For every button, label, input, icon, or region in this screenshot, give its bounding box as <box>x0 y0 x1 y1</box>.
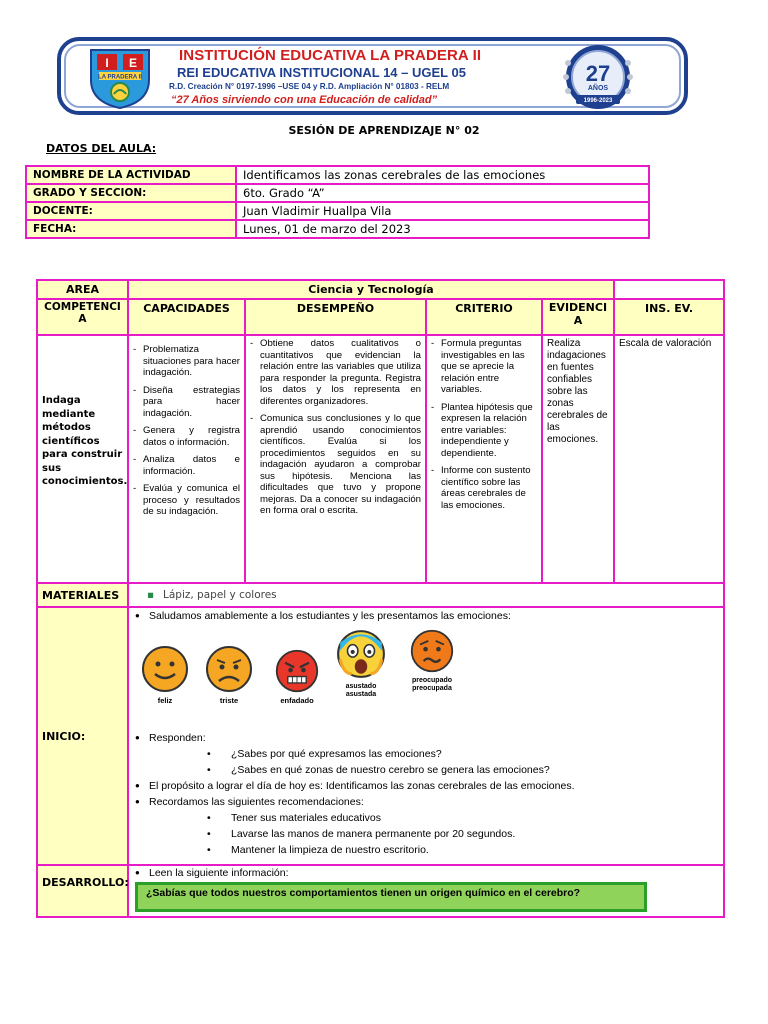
inicio-row <box>37 607 724 865</box>
area-label: AREA <box>37 280 128 299</box>
info-key: FECHA: <box>26 220 236 238</box>
inicio-intro: ● Saludamos amablemente a los estudiantes y les presentamos las emociones: <box>135 610 717 622</box>
info-value: Juan Vladimir Huallpa Vila <box>236 202 649 220</box>
desarrollo-cell <box>128 865 724 917</box>
list-item: - Comunica sus conclusiones y lo que aprendió usando conocimientos científicos. Evalúa si los procedimientos seguidos en su indagación ayudaron a comprobar sus hipótesis. Menciona las dificultades que tuvo y propone mejoras. Da a conocer su indagación en forma oral o escrita. <box>250 413 421 517</box>
recommendation-item: • Tener sus materiales educativos <box>135 812 717 824</box>
emotions-strip <box>135 626 717 726</box>
info-value: Lunes, 01 de marzo del 2023 <box>236 220 649 238</box>
session-plan-table <box>36 279 725 918</box>
competencia-text: Indaga mediante métodos científicos para construir sus conocimientos. <box>37 335 128 583</box>
inicio-cell <box>128 607 724 865</box>
session-title: SESIÓN DE APRENDIZAJE N° 02 <box>288 124 480 137</box>
happy-face-icon <box>140 644 190 694</box>
desempeno-list <box>250 338 421 517</box>
info-row <box>26 166 649 184</box>
criterio-list <box>431 338 537 511</box>
content-row <box>37 335 724 583</box>
insev-text: Escala de valoración <box>614 335 724 583</box>
capacidades-list <box>133 344 240 518</box>
emotion-asustado <box>333 628 389 699</box>
list-item: - Evalúa y comunica el proceso y resultados de su indagación. <box>133 483 240 518</box>
emotion-caption: triste <box>219 696 239 705</box>
logo-letter-i: I <box>105 56 109 70</box>
area-empty-cell <box>614 280 724 299</box>
materiales-item: ▪ Lápiz, papel y colores <box>133 589 719 601</box>
header-evidencia: EVIDENCIA <box>542 299 614 335</box>
criterio-cell <box>426 335 542 583</box>
responden-label: ● Responden: <box>135 732 717 744</box>
area-row <box>37 280 724 299</box>
list-item: - Analiza datos e información. <box>133 454 240 477</box>
list-item: - Obtiene datos cualitativos o cuantitativos que evidencian la relación entre las variables que utiliza para responder la pregunta. Registra los datos y los representa en diferentes organizadores. <box>250 338 421 407</box>
list-item: - Plantea hipótesis que expresen la relación entre variables: independiente y dependiente. <box>431 402 537 460</box>
header-desempeno: DESEMPEÑO <box>245 299 426 335</box>
info-value: 6to. Grado “A” <box>236 184 649 202</box>
emotion-triste <box>199 644 259 706</box>
info-key: GRADO Y SECCION: <box>26 184 236 202</box>
worried-face-icon <box>409 628 455 674</box>
recommendation-item: • Mantener la limpieza de nuestro escritorio. <box>135 844 717 856</box>
angry-face-icon <box>274 648 320 694</box>
header-insev: INS. EV. <box>614 299 724 335</box>
logo-letter-e: E <box>128 56 138 70</box>
list-item: - Formula preguntas investigables en las que se aprecie la relación entre variables. <box>431 338 537 396</box>
question-item: • ¿Sabes en qué zonas de nuestro cerebro se genera las emociones? <box>135 764 717 776</box>
recommendation-item: • Lavarse las manos de manera permanente por 20 segundos. <box>135 828 717 840</box>
area-value: Ciencia y Tecnología <box>128 280 614 299</box>
inicio-label: INICIO: <box>37 607 128 865</box>
info-row <box>26 202 649 220</box>
scared-face-icon <box>335 628 387 680</box>
motto-text: “27 Años sirviendo con una Educación de calidad” <box>171 94 438 106</box>
anniversary-seal <box>561 43 635 111</box>
info-callout-box: ¿Sabías que todos nuestros comportamientos tienen un origen químico en el cerebro? <box>135 882 647 912</box>
info-key: NOMBRE DE LA ACTIVIDAD <box>26 166 236 184</box>
desarrollo-intro: ● Leen la siguiente información: <box>135 867 717 879</box>
desarrollo-label: DESARROLLO: <box>37 865 128 917</box>
seal-years: 1996-2023 <box>583 98 613 104</box>
header-competencia: COMPETENCIA <box>37 299 128 335</box>
recomendaciones-label: ● Recordamos las siguientes recomendaciones: <box>135 796 717 808</box>
info-row <box>26 220 649 238</box>
header-row <box>37 299 724 335</box>
list-item: - Diseña estrategias para hacer indagación. <box>133 385 240 420</box>
resolution-text: R.D. Creación N° 0197-1996 –USE 04 y R.D. Ampliación N° 01803 - RELM <box>169 82 450 91</box>
class-info-table <box>25 165 650 239</box>
seal-number: 27 <box>585 61 611 86</box>
seal-word: AÑOS <box>587 85 609 92</box>
header-criterio: CRITERIO <box>426 299 542 335</box>
materiales-cell <box>128 583 724 607</box>
materiales-label: MATERIALES <box>37 583 128 607</box>
emotion-preocupado <box>397 628 467 693</box>
proposito-text: ● El propósito a lograr el día de hoy es: Identificamos las zonas cerebrales de las emociones. <box>135 780 717 792</box>
info-key: DOCENTE: <box>26 202 236 220</box>
emotion-caption: asustado asustada <box>345 683 377 699</box>
school-logo <box>87 46 153 110</box>
list-item: - Problematiza situaciones para hacer indagación. <box>133 344 240 379</box>
institution-name: INSTITUCIÓN EDUCATIVA LA PRADERA II <box>179 47 482 64</box>
datos-aula-heading: DATOS DEL AULA: <box>46 142 157 155</box>
sad-face-icon <box>204 644 254 694</box>
logo-school-name: LA PRADERA II <box>98 74 142 81</box>
emotion-feliz <box>135 644 195 706</box>
network-name: REI EDUCATIVA INSTITUCIONAL 14 – UGEL 05 <box>177 65 466 80</box>
materiales-row <box>37 583 724 607</box>
info-row <box>26 184 649 202</box>
emotion-enfadado <box>265 648 329 706</box>
list-item: - Genera y registra datos o información. <box>133 425 240 448</box>
list-item: - Informe con sustento científico sobre las áreas cerebrales de las emociones. <box>431 465 537 511</box>
desarrollo-row <box>37 865 724 917</box>
capacidades-cell <box>128 335 245 583</box>
evidencia-text: Realiza indagaciones en fuentes confiables sobre las zonas cerebrales de las emociones. <box>542 335 614 583</box>
emotion-caption: enfadado <box>280 696 314 705</box>
desempeno-cell <box>245 335 426 583</box>
info-value: Identificamos las zonas cerebrales de las emociones <box>236 166 649 184</box>
header-banner <box>57 37 688 115</box>
emotion-caption: preocupado preocupada <box>411 677 453 693</box>
question-item: • ¿Sabes por qué expresamos las emociones? <box>135 748 717 760</box>
emotion-caption: feliz <box>157 696 173 705</box>
header-capacidades: CAPACIDADES <box>128 299 245 335</box>
